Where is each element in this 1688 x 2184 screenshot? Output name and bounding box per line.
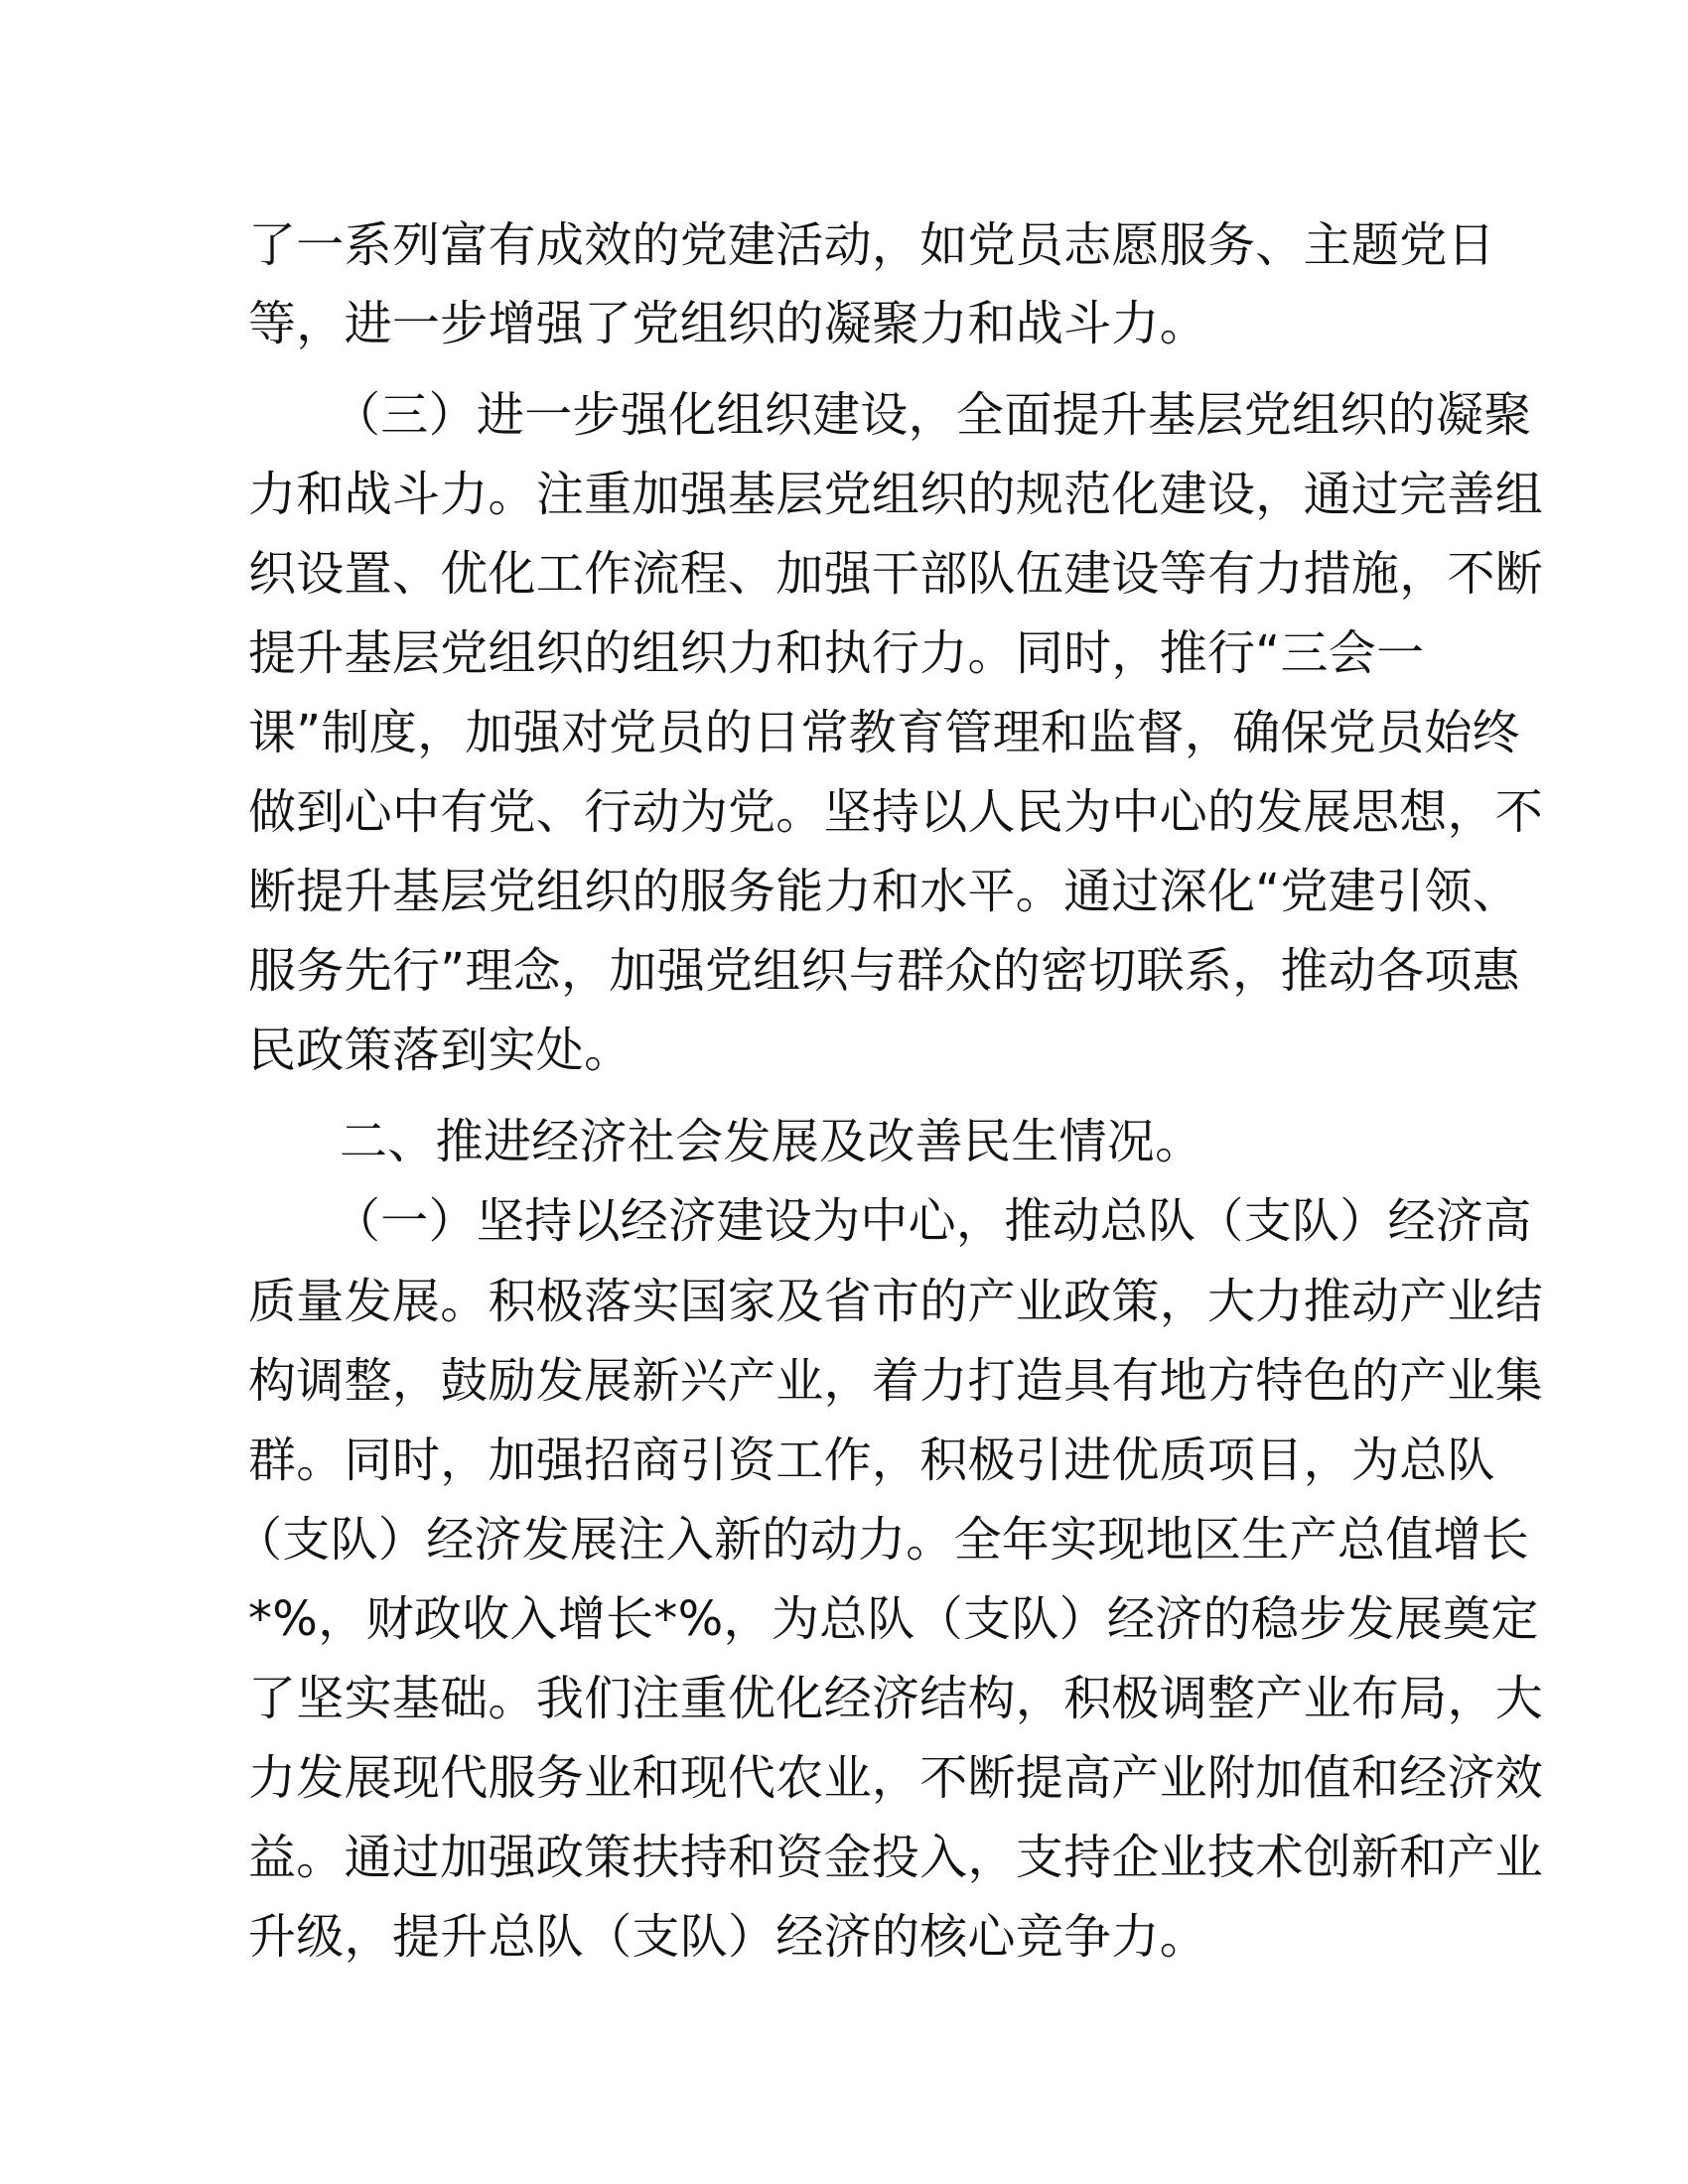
body-text-line: 织设置、优化工作流程、加强干部队伍建设等有力措施，不断 [248, 546, 1544, 602]
body-text-line: 构调整，鼓励发展新兴产业，着力打造具有地方特色的产业集 [248, 1353, 1544, 1409]
body-text-line: 了一系列富有成效的党建活动，如党员志愿服务、主题党日 [248, 217, 1495, 273]
body-text-line: 提升基层党组织的组织力和执行力。同时，推行“三会一 [248, 625, 1425, 681]
body-text-line: 等，进一步增强了党组织的凝聚力和战斗力。 [248, 296, 1208, 351]
body-text-line: 力和战斗力。注重加强基层党组织的规范化建设，通过完善组 [248, 467, 1544, 522]
subsection-heading-1: （一）坚持以经济建设为中心，推动总队（支队）经济高 [333, 1193, 1532, 1249]
section-heading-3: （三）进一步强化组织建设，全面提升基层党组织的凝聚 [333, 387, 1532, 443]
body-text-line: 益。通过加强政策扶持和资金投入，支持企业技术创新和产业 [248, 1830, 1544, 1885]
body-text-line: 服务先行”理念，加强党组织与群众的密切联系，推动各项惠 [248, 943, 1520, 999]
body-text-line: 升级，提升总队（支队）经济的核心竞争力。 [248, 1909, 1208, 1965]
body-text-line: 断提升基层党组织的服务能力和水平。通过深化“党建引领、 [248, 864, 1520, 919]
body-text-line: 力发展现代服务业和现代农业，不断提高产业附加值和经济效 [248, 1750, 1544, 1806]
body-text-line: 了坚实基础。我们注重优化经济结构，积极调整产业布局，大 [248, 1671, 1544, 1726]
section-heading-2: 二、推进经济社会发展及改善民生情况。 [340, 1114, 1203, 1169]
body-text-line: 课”制度，加强对党员的日常教育管理和监督，确保党员始终 [248, 705, 1520, 760]
body-text-line: *%，财政收入增长*%，为总队（支队）经济的稳步发展奠定 [248, 1591, 1539, 1647]
body-text-line: 质量发展。积极落实国家及省市的产业政策，大力推动产业结 [248, 1274, 1544, 1329]
body-text-line: 做到心中有党、行动为党。坚持以人民为中心的发展思想，不 [248, 784, 1544, 840]
body-text-line: 民政策落到实处。 [248, 1023, 633, 1078]
body-text-line: 群。同时，加强招商引资工作，积极引进优质项目，为总队 [248, 1433, 1495, 1488]
body-text-line: （支队）经济发展注入新的动力。全年实现地区生产总值增长 [234, 1512, 1530, 1568]
